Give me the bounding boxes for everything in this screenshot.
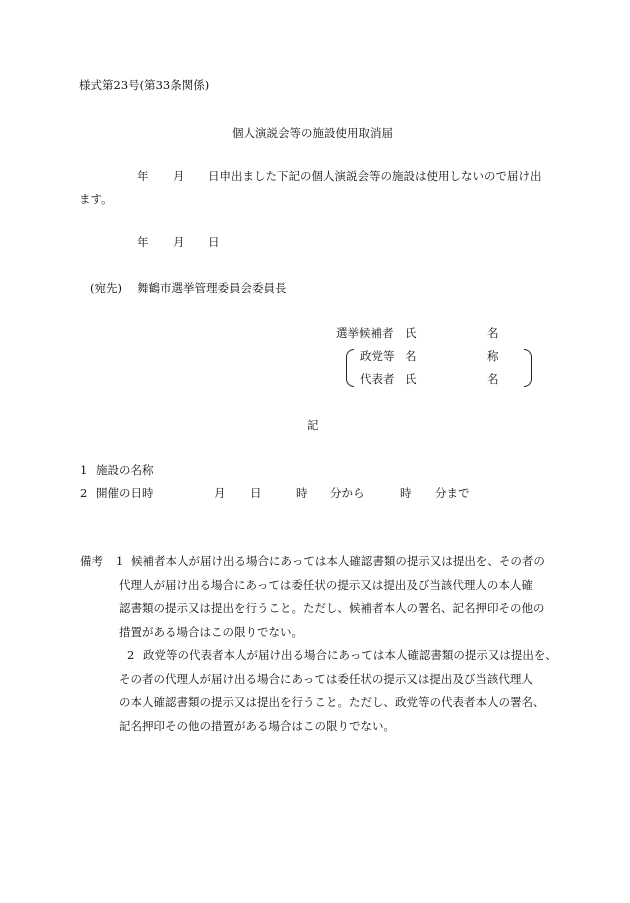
intro-text-line2: ます。 [79,192,113,206]
party-label: 政党等 [360,349,395,363]
item2-day: 日 [250,486,262,500]
item2-hour-start: 時 [296,486,308,500]
candidate-name-2: 名 [487,326,499,340]
rep-name-1: 氏 [405,372,417,386]
party-name-2: 称 [487,349,499,363]
rep-label: 代表者 [360,372,395,386]
note1-line: 候補者本人が届け出る場合にあっては本人確認書類の提示又は提出を、その者の [131,554,545,568]
date-day: 日 [208,235,220,249]
candidate-name-1: 氏 [405,326,417,340]
item1-number: 1 [80,463,88,477]
note2-line: 記名押印その他の措置がある場合はこの限りでない。 [119,719,395,733]
note1-line: 認書類の提示又は提出を行うこと。ただし、候補者本人の署名、記名押印その他の [119,601,545,615]
item2-min-to: 分まで [435,486,470,500]
item2-hour-end: 時 [400,486,412,500]
note2-line: の本人確認書類の提示又は提出を行うこと。ただし、政党等の代表者本人の署名、 [119,695,545,709]
item1-label: 施設の名称 [96,463,154,477]
notes-label: 備考 [80,554,103,568]
right-bracket [524,349,532,387]
note2-line: その者の代理人が届け出る場合にあっては委任状の提示又は提出及び当該代理人 [119,672,533,686]
note1-line: 代理人が届け出る場合にあっては委任状の提示又は提出及び当該代理人の本人確 [119,578,533,592]
intro-year: 年 [137,169,149,183]
item2-min-from: 分から [330,486,365,500]
item2-number: 2 [80,486,88,500]
intro-text-line1: 日申出ました下記の個人演説会等の施設は使用しないので届け出 [208,169,542,183]
rep-name-2: 名 [487,372,499,386]
candidate-label: 選挙候補者 [336,326,394,340]
party-name-1: 名 [405,349,417,363]
intro-month: 月 [173,169,185,183]
page-title: 個人演説会等の施設使用取消届 [232,126,393,140]
note2-line: 政党等の代表者本人が届け出る場合にあっては本人確認書類の提示又は提出を、 [143,648,557,662]
note1-line: 措置がある場合はこの限りでない。 [119,625,303,639]
date-month: 月 [173,235,185,249]
note1-number: 1 [116,554,124,568]
item2-month: 月 [214,486,226,500]
addressee-label: (宛先) [90,281,122,295]
item2-label: 開催の日時 [96,486,154,500]
note2-number: 2 [127,648,135,662]
addressee-name: 舞鶴市選挙管理委員会委員長 [137,281,287,295]
date-year: 年 [137,235,149,249]
form-number: 様式第23号(第33条関係) [79,78,210,92]
left-bracket [346,349,354,387]
ki-heading: 記 [307,418,319,432]
